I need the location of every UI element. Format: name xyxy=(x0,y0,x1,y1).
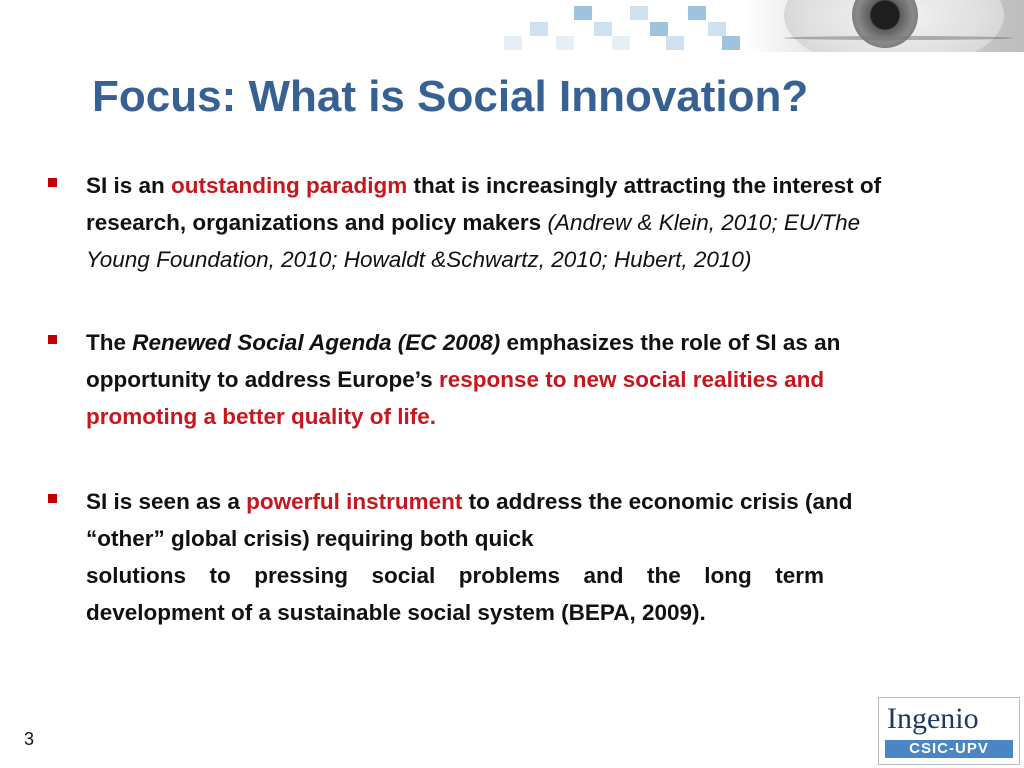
emphasis-text: Renewed Social Agenda (EC 2008) xyxy=(132,330,501,355)
highlight-text: powerful instrument xyxy=(246,489,463,514)
bullet-item xyxy=(44,324,924,435)
bullet-text: solutions to pressing social problems and the long term xyxy=(86,563,824,588)
logo-wordmark: Ingenio xyxy=(887,702,979,735)
highlight-text: outstanding paradigm xyxy=(171,173,408,198)
highlight-text: response to new social realities and promoting a better quality of life. xyxy=(86,367,825,429)
header-banner xyxy=(490,0,1024,52)
ingenio-logo xyxy=(878,697,1020,765)
eye-image xyxy=(744,0,1024,52)
page-number: 3 xyxy=(24,729,35,749)
logo-subtitle: CSIC-UPV xyxy=(885,740,1013,758)
bullet-text: SI is an xyxy=(86,173,172,198)
bullet-list xyxy=(44,167,924,631)
citation-text: (Andrew & Klein, 2010; EU/The Young Foundation, 2010; Howaldt &Schwartz, 2010; Hubert, 2010) xyxy=(86,210,861,272)
bullet-text: development of a sustainable social system (BEPA, 2009). xyxy=(86,600,706,625)
bullet-text: emphasizes the role of SI as an opportunity to address Europe’s xyxy=(86,330,841,392)
bullet-marker xyxy=(48,335,57,344)
bullet-item xyxy=(44,167,924,278)
bullet-marker xyxy=(48,178,57,187)
bullet-text: to address the economic crisis (and “other” global crisis) requiring both quick xyxy=(86,489,853,551)
bullet-marker xyxy=(48,494,57,503)
bullet-text: SI is seen as a xyxy=(86,489,247,514)
bullet-text: The xyxy=(86,330,133,355)
bullet-item xyxy=(44,483,924,631)
bullet-text: that is increasingly attracting the interest of research, organizations and policy makers xyxy=(86,173,882,235)
slide-title: Focus: What is Social Innovation? xyxy=(92,72,809,121)
